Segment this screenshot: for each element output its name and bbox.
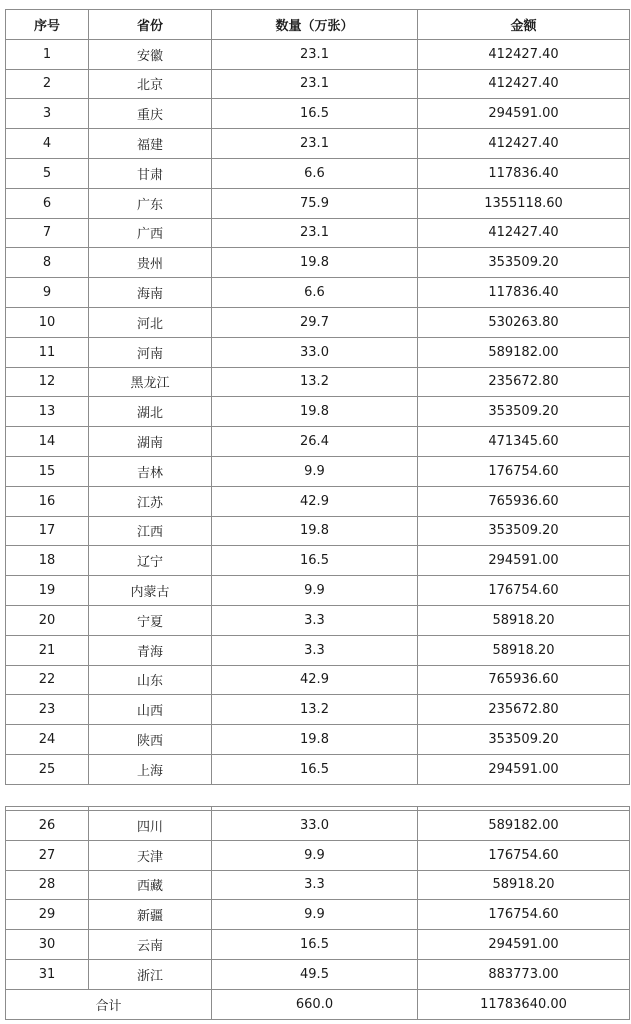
total-amount: 11783640.00 xyxy=(418,989,630,1019)
table-row xyxy=(6,930,630,960)
cell-quantity: 19.8 xyxy=(212,725,418,755)
table-row xyxy=(6,516,630,546)
table-row xyxy=(6,69,630,99)
table-row xyxy=(6,486,630,516)
cell-amount: 530263.80 xyxy=(418,307,630,337)
cell-quantity: 42.9 xyxy=(212,486,418,516)
total-label: 合计 xyxy=(6,989,212,1019)
total-row xyxy=(6,989,630,1019)
table-row xyxy=(6,337,630,367)
table-row xyxy=(6,870,630,900)
cell-index: 21 xyxy=(6,635,89,665)
table-row xyxy=(6,840,630,870)
cell-index: 31 xyxy=(6,959,89,989)
cell-index: 17 xyxy=(6,516,89,546)
cell-quantity: 19.8 xyxy=(212,248,418,278)
cell-province: 辽宁 xyxy=(89,546,212,576)
cell-province: 江西 xyxy=(89,516,212,546)
cell-amount: 176754.60 xyxy=(418,900,630,930)
header-amount: 金额 xyxy=(418,10,630,40)
table-row xyxy=(6,188,630,218)
cell-amount: 294591.00 xyxy=(418,99,630,129)
table-row xyxy=(6,397,630,427)
cell-province: 青海 xyxy=(89,635,212,665)
cell-province: 西藏 xyxy=(89,870,212,900)
cell-province: 福建 xyxy=(89,129,212,159)
cell-amount: 58918.20 xyxy=(418,635,630,665)
table-row xyxy=(6,248,630,278)
table-row xyxy=(6,39,630,69)
cell-amount: 235672.80 xyxy=(418,367,630,397)
cell-province: 海南 xyxy=(89,278,212,308)
header-index: 序号 xyxy=(6,10,89,40)
province-table-part-2 xyxy=(5,806,630,1020)
cell-index: 18 xyxy=(6,546,89,576)
cell-index: 27 xyxy=(6,840,89,870)
cell-province: 黑龙江 xyxy=(89,367,212,397)
cell-province: 新疆 xyxy=(89,900,212,930)
cell-quantity: 49.5 xyxy=(212,959,418,989)
header-quantity: 数量（万张） xyxy=(212,10,418,40)
cell-province: 上海 xyxy=(89,754,212,784)
cell-index: 23 xyxy=(6,695,89,725)
cell-index: 26 xyxy=(6,811,89,841)
cell-amount: 58918.20 xyxy=(418,605,630,635)
cell-quantity: 6.6 xyxy=(212,278,418,308)
cell-amount: 412427.40 xyxy=(418,218,630,248)
cell-index: 10 xyxy=(6,307,89,337)
cell-index: 6 xyxy=(6,188,89,218)
cell-index: 3 xyxy=(6,99,89,129)
table-row xyxy=(6,456,630,486)
cell-province: 贵州 xyxy=(89,248,212,278)
cell-quantity: 23.1 xyxy=(212,218,418,248)
cell-index: 15 xyxy=(6,456,89,486)
cell-index: 16 xyxy=(6,486,89,516)
cell-amount: 176754.60 xyxy=(418,576,630,606)
cell-province: 内蒙古 xyxy=(89,576,212,606)
cell-province: 山西 xyxy=(89,695,212,725)
cell-index: 28 xyxy=(6,870,89,900)
cell-index: 12 xyxy=(6,367,89,397)
cell-quantity: 19.8 xyxy=(212,516,418,546)
cell-quantity: 3.3 xyxy=(212,605,418,635)
cell-quantity: 9.9 xyxy=(212,900,418,930)
province-table-part-1 xyxy=(5,9,630,785)
cell-amount: 176754.60 xyxy=(418,840,630,870)
cell-index: 20 xyxy=(6,605,89,635)
cell-quantity: 33.0 xyxy=(212,337,418,367)
table-row xyxy=(6,367,630,397)
total-quantity: 660.0 xyxy=(212,989,418,1019)
cell-index: 14 xyxy=(6,427,89,457)
cell-amount: 353509.20 xyxy=(418,248,630,278)
cell-province: 陕西 xyxy=(89,725,212,755)
cell-quantity: 16.5 xyxy=(212,754,418,784)
cell-province: 宁夏 xyxy=(89,605,212,635)
table-row xyxy=(6,278,630,308)
cell-province: 北京 xyxy=(89,69,212,99)
cell-quantity: 13.2 xyxy=(212,367,418,397)
cell-province: 浙江 xyxy=(89,959,212,989)
cell-index: 22 xyxy=(6,665,89,695)
cell-index: 5 xyxy=(6,158,89,188)
cell-amount: 353509.20 xyxy=(418,516,630,546)
cell-quantity: 16.5 xyxy=(212,546,418,576)
table-row xyxy=(6,99,630,129)
cell-province: 湖南 xyxy=(89,427,212,457)
cell-index: 9 xyxy=(6,278,89,308)
cell-amount: 589182.00 xyxy=(418,811,630,841)
cell-quantity: 23.1 xyxy=(212,69,418,99)
table-row xyxy=(6,959,630,989)
cell-amount: 765936.60 xyxy=(418,665,630,695)
cell-quantity: 75.9 xyxy=(212,188,418,218)
table-row xyxy=(6,811,630,841)
header-row xyxy=(6,10,630,40)
cell-index: 11 xyxy=(6,337,89,367)
cell-quantity: 16.5 xyxy=(212,930,418,960)
cell-quantity: 26.4 xyxy=(212,427,418,457)
cell-amount: 294591.00 xyxy=(418,546,630,576)
table-row xyxy=(6,307,630,337)
cell-quantity: 9.9 xyxy=(212,456,418,486)
cell-amount: 353509.20 xyxy=(418,397,630,427)
table-row xyxy=(6,635,630,665)
cell-province: 天津 xyxy=(89,840,212,870)
cell-amount: 117836.40 xyxy=(418,158,630,188)
cell-index: 8 xyxy=(6,248,89,278)
cell-amount: 471345.60 xyxy=(418,427,630,457)
cell-index: 7 xyxy=(6,218,89,248)
table-row xyxy=(6,695,630,725)
cell-index: 4 xyxy=(6,129,89,159)
cell-index: 29 xyxy=(6,900,89,930)
cell-quantity: 33.0 xyxy=(212,811,418,841)
cell-amount: 412427.40 xyxy=(418,39,630,69)
cell-province: 吉林 xyxy=(89,456,212,486)
cell-province: 四川 xyxy=(89,811,212,841)
table-row xyxy=(6,158,630,188)
cell-quantity: 42.9 xyxy=(212,665,418,695)
cell-province: 河南 xyxy=(89,337,212,367)
cell-quantity: 19.8 xyxy=(212,397,418,427)
cell-province: 重庆 xyxy=(89,99,212,129)
table-row xyxy=(6,218,630,248)
cell-index: 13 xyxy=(6,397,89,427)
cell-quantity: 9.9 xyxy=(212,840,418,870)
cell-province: 广东 xyxy=(89,188,212,218)
cell-amount: 294591.00 xyxy=(418,754,630,784)
table-row xyxy=(6,754,630,784)
table-row xyxy=(6,546,630,576)
cell-amount: 1355118.60 xyxy=(418,188,630,218)
cell-quantity: 3.3 xyxy=(212,635,418,665)
cell-amount: 883773.00 xyxy=(418,959,630,989)
table-row xyxy=(6,605,630,635)
table-row xyxy=(6,665,630,695)
cell-index: 25 xyxy=(6,754,89,784)
cell-amount: 176754.60 xyxy=(418,456,630,486)
cell-amount: 235672.80 xyxy=(418,695,630,725)
cell-province: 湖北 xyxy=(89,397,212,427)
header-province: 省份 xyxy=(89,10,212,40)
cell-quantity: 16.5 xyxy=(212,99,418,129)
cell-province: 广西 xyxy=(89,218,212,248)
cell-quantity: 23.1 xyxy=(212,39,418,69)
cell-quantity: 13.2 xyxy=(212,695,418,725)
cell-index: 24 xyxy=(6,725,89,755)
cell-quantity: 3.3 xyxy=(212,870,418,900)
cell-province: 山东 xyxy=(89,665,212,695)
table-row xyxy=(6,900,630,930)
cell-amount: 117836.40 xyxy=(418,278,630,308)
cell-amount: 58918.20 xyxy=(418,870,630,900)
cell-index: 1 xyxy=(6,39,89,69)
cell-amount: 589182.00 xyxy=(418,337,630,367)
cell-province: 云南 xyxy=(89,930,212,960)
table-row xyxy=(6,129,630,159)
table-row xyxy=(6,576,630,606)
table-row xyxy=(6,427,630,457)
cell-amount: 765936.60 xyxy=(418,486,630,516)
cell-index: 2 xyxy=(6,69,89,99)
cell-province: 河北 xyxy=(89,307,212,337)
cell-province: 安徽 xyxy=(89,39,212,69)
cell-quantity: 29.7 xyxy=(212,307,418,337)
cell-amount: 353509.20 xyxy=(418,725,630,755)
cell-amount: 412427.40 xyxy=(418,69,630,99)
cell-province: 江苏 xyxy=(89,486,212,516)
cell-province: 甘肃 xyxy=(89,158,212,188)
cell-index: 30 xyxy=(6,930,89,960)
cell-quantity: 23.1 xyxy=(212,129,418,159)
cell-amount: 412427.40 xyxy=(418,129,630,159)
cell-amount: 294591.00 xyxy=(418,930,630,960)
table-row xyxy=(6,725,630,755)
cell-quantity: 6.6 xyxy=(212,158,418,188)
cell-index: 19 xyxy=(6,576,89,606)
cell-quantity: 9.9 xyxy=(212,576,418,606)
